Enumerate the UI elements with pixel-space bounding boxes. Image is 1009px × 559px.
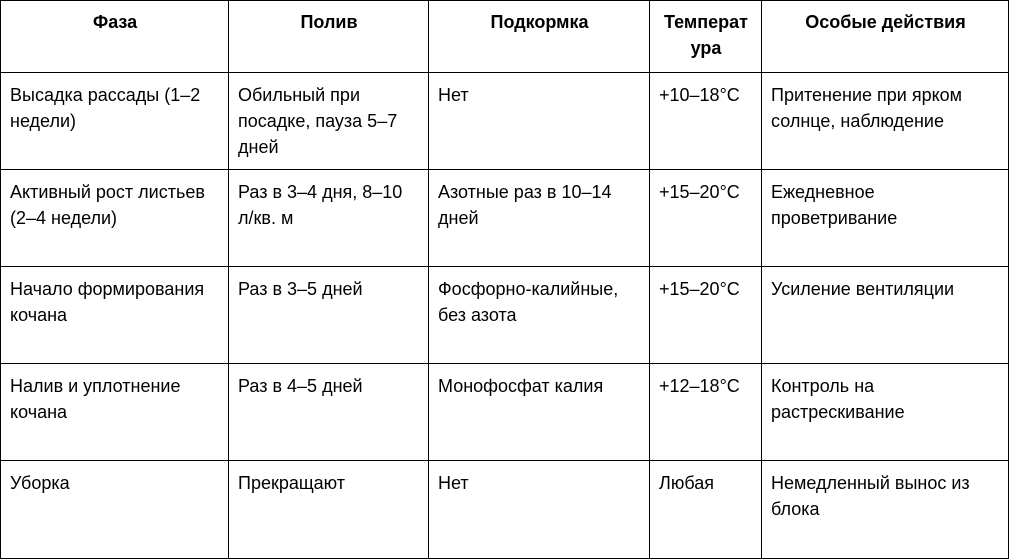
cell-feeding: Нет [429,461,650,559]
cell-actions: Притенение при ярком солнце, наблюдение [762,73,1009,170]
cell-actions: Контроль на растрескивание [762,364,1009,461]
cell-phase: Уборка [1,461,229,559]
table-row [1,461,1009,559]
cell-temperature: Любая [650,461,762,559]
cell-feeding: Фосфорно-калийные, без азота [429,267,650,364]
table-row [1,364,1009,461]
cell-actions: Немедленный вынос из блока [762,461,1009,559]
header-temperature: Температура [650,1,762,73]
cell-watering: Раз в 3–5 дней [229,267,429,364]
header-actions: Особые действия [762,1,1009,73]
table-row [1,267,1009,364]
cell-feeding: Монофосфат калия [429,364,650,461]
cell-temperature: +10–18°C [650,73,762,170]
header-row [1,1,1009,73]
cell-phase: Активный рост листьев (2–4 недели) [1,170,229,267]
cell-phase: Начало формирования кочана [1,267,229,364]
cell-temperature: +12–18°C [650,364,762,461]
cell-phase: Налив и уплотнение кочана [1,364,229,461]
cell-watering: Раз в 3–4 дня, 8–10 л/кв. м [229,170,429,267]
header-watering: Полив [229,1,429,73]
cell-watering: Обильный при посадке, пауза 5–7 дней [229,73,429,170]
cell-watering: Прекращают [229,461,429,559]
cell-temperature: +15–20°C [650,267,762,364]
table-row [1,73,1009,170]
cell-actions: Ежедневное проветривание [762,170,1009,267]
cell-feeding: Азотные раз в 10–14 дней [429,170,650,267]
header-feeding: Подкормка [429,1,650,73]
cell-feeding: Нет [429,73,650,170]
cell-phase: Высадка рассады (1–2 недели) [1,73,229,170]
cell-temperature: +15–20°C [650,170,762,267]
table-row [1,170,1009,267]
header-phase: Фаза [1,1,229,73]
cell-actions: Усиление вентиляции [762,267,1009,364]
table-body [1,73,1009,559]
table-header [1,1,1009,73]
cell-watering: Раз в 4–5 дней [229,364,429,461]
